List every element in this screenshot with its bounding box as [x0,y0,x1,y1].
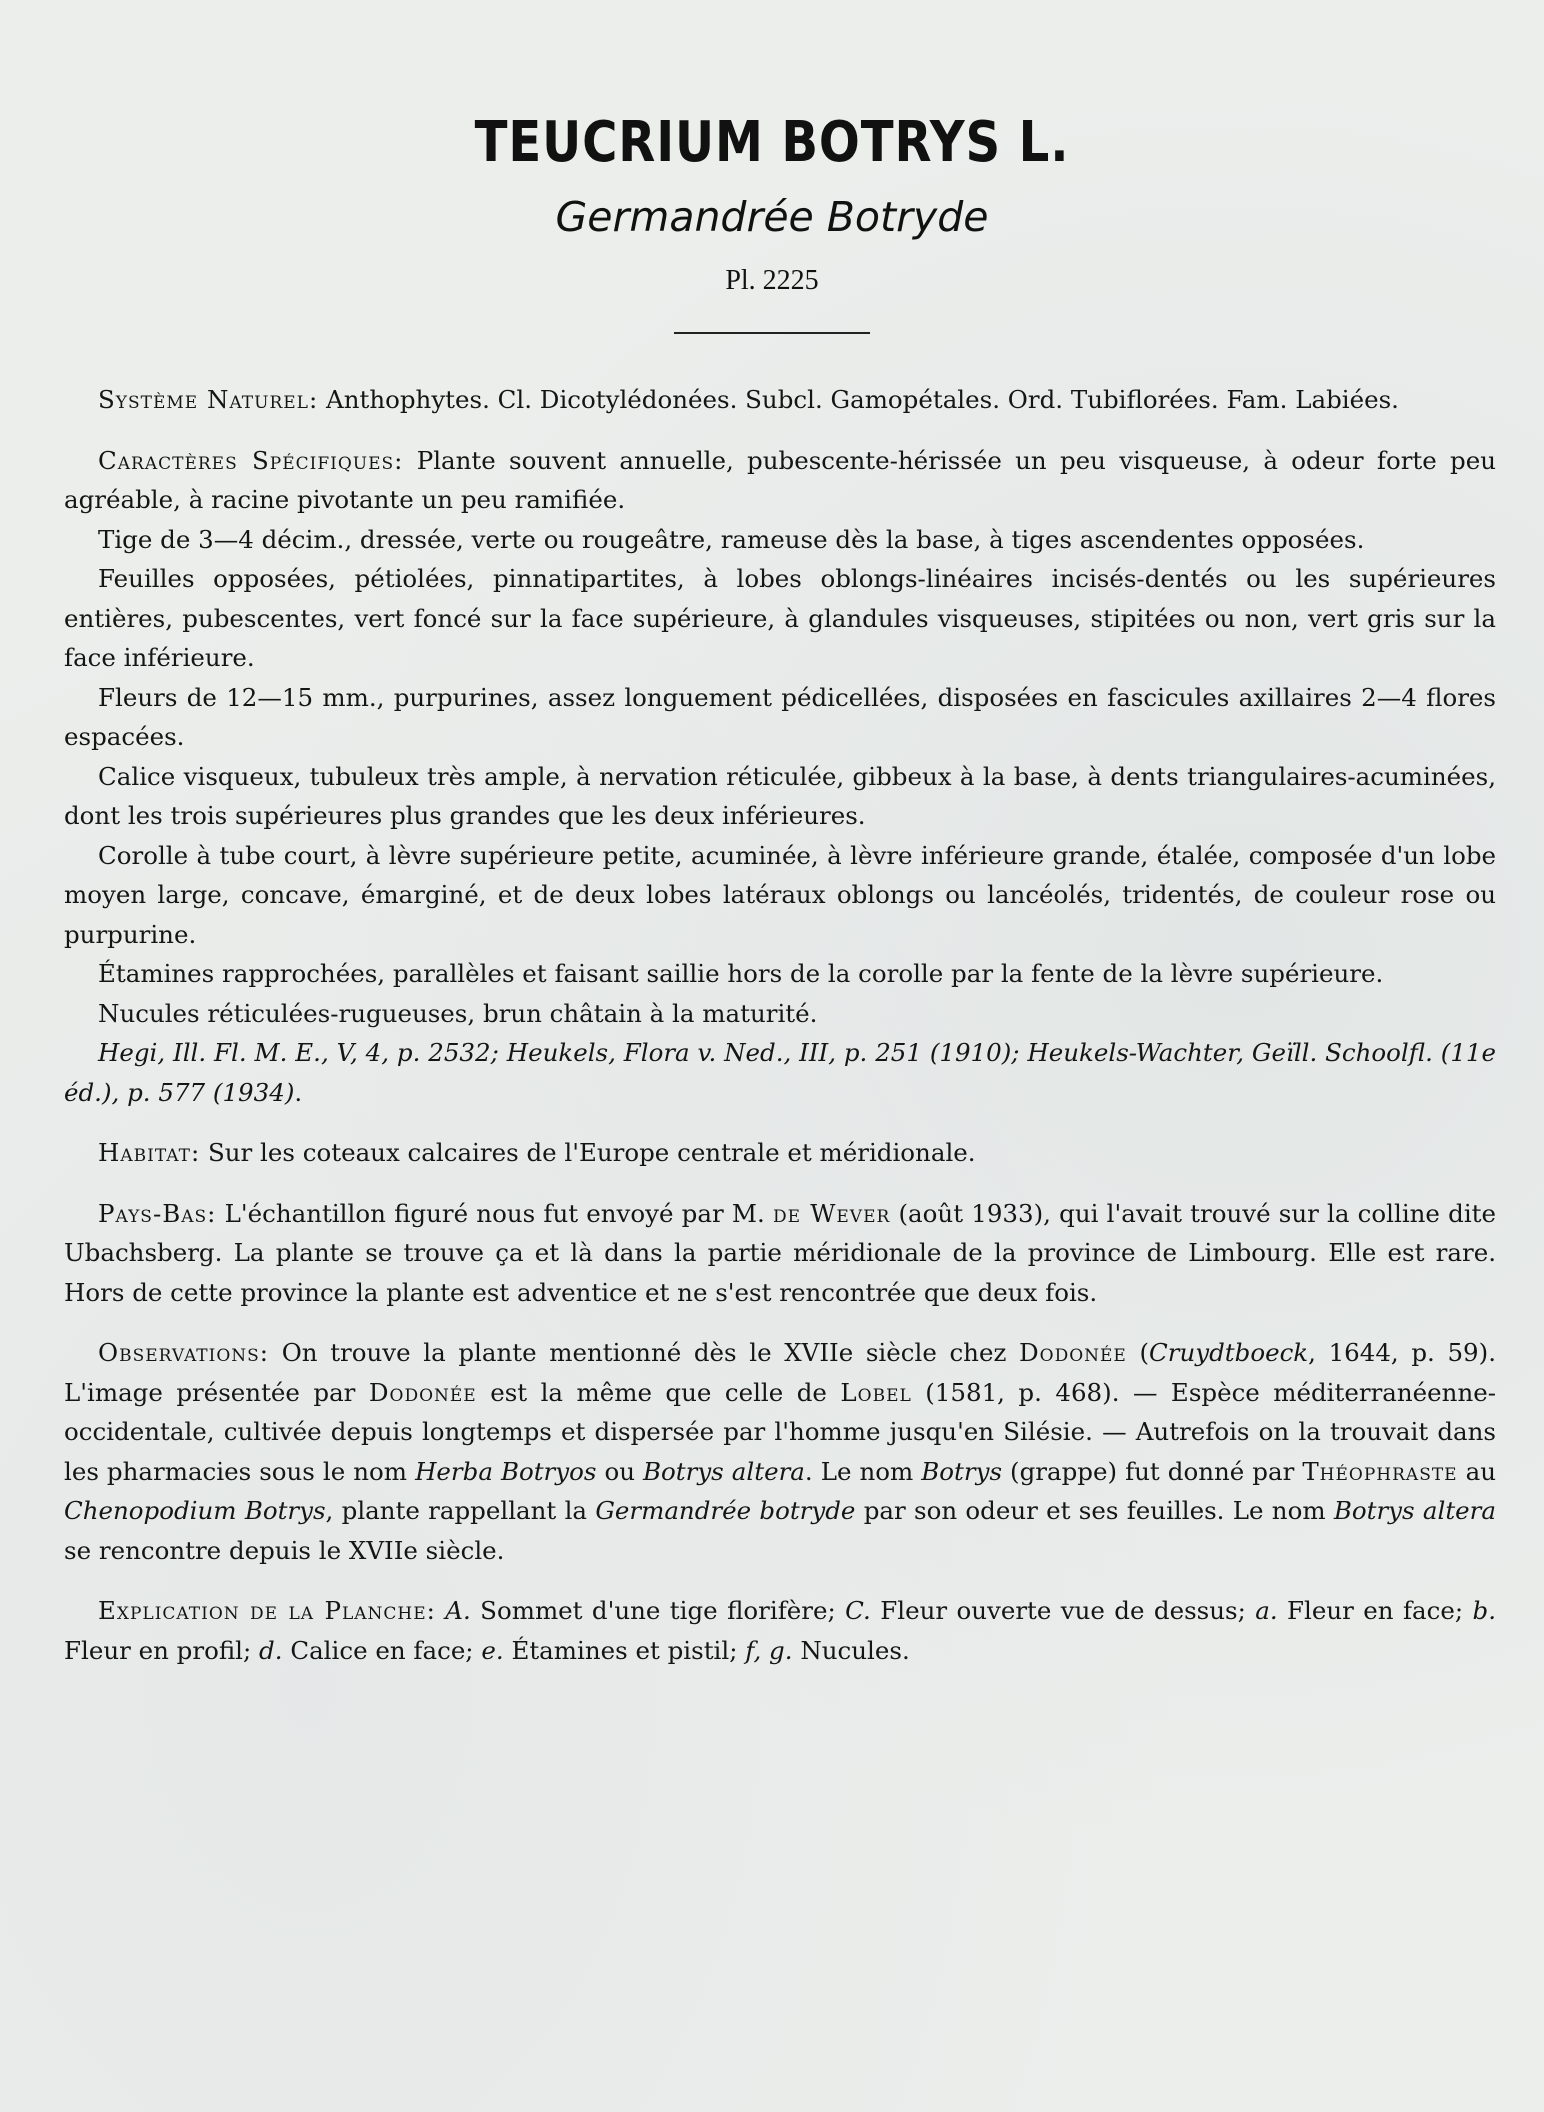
section-text: On trouve la plante mentionné dès le XVIIe siècle chez [269,1338,1019,1367]
figure-letter: f, g. [745,1635,793,1665]
paragraph-calice: Calice visqueux, tubuleux très ample, à nervation réticulée, gibbeux à la base, à dents triangulaires-acuminées, dont les trois supérieures plus grandes que les deux inférieures. [64,761,1496,830]
paragraph-nucules: Nucules réticulées-rugueuses, brun châtain à la maturité. [98,998,818,1028]
figure-letter: b. [1472,1596,1496,1625]
section-text: par son odeur et ses feuilles. Le nom [855,1496,1334,1525]
section-explication [64,1591,1496,1670]
person-name: Lobel [840,1377,912,1407]
person-name: Théophraste [1302,1456,1458,1486]
figure-letter: d. [259,1635,283,1665]
section-text: Anthophytes. Cl. Dicotylédonées. Subcl. Gamopétales. Ord. Tubiflorées. Fam. Labiées. [318,385,1399,414]
page-title: TEUCRIUM BOTRYS L. [474,110,1070,175]
section-text: Étamines et pistil; [503,1635,746,1665]
paragraph-corolle: Corolle à tube court, à lèvre supérieure petite, acuminée, à lèvre inférieure grande, étalée, composée d'un lobe moyen large, concave, émarginé, et de deux lobes latéraux oblongs ou lancéolés, tridentés, de couleur rose ou purpurine. [64,840,1496,949]
paragraph-references [64,1033,1496,1112]
latin-name: Botrys altera [1333,1496,1497,1525]
section-label: Habitat: [98,1138,201,1167]
plate-number: Pl. 2225 [725,265,819,296]
section-text: Nucules. [792,1635,910,1665]
section-text: se rencontre depuis le XVIIe siècle. [64,1535,505,1565]
section-text: Sommet d'une tige florifère; [470,1596,846,1625]
section-label: Caractères Spécifiques: [98,445,404,475]
paragraph-feuilles: Feuilles opposées, pétiolées, pinnatipartites, à lobes oblongs-linéaires incisés-dentés ou les supérieures entières, pubescentes, vert foncé sur la face supérieure, à glandules visqueuses, stipitées ou non, vert gris sur la face inférieure. [64,564,1496,672]
section-text: Calice en face; [282,1635,482,1665]
section-text: est la même que celle de [476,1377,841,1407]
section-caracteres [64,441,1496,520]
latin-name: Botrys altera [643,1456,805,1486]
section-text: Sur les coteaux calcaires de l'Europe centrale et méridionale. [200,1138,976,1167]
section-text: Fleur en face; [1277,1596,1473,1625]
latin-name: Chenopodium Botrys [64,1496,326,1525]
section-text: au [1457,1456,1497,1486]
person-name: de Wever [772,1198,891,1228]
section-observations [64,1333,1496,1570]
section-systeme-naturel [64,380,1496,420]
section-text: Fleur en profil; [64,1635,260,1665]
section-label: Système Naturel: [98,385,319,414]
section-text: ( [1126,1338,1150,1367]
section-label: Observations: [98,1338,270,1367]
paragraph-etamines: Étamines rapprochées, parallèles et faisant saillie hors de la corolle par la fente de la lèvre supérieure. [98,959,1384,988]
person-name: Dodonée [1019,1338,1127,1367]
page-subtitle: Germandrée Botryde [555,193,989,241]
section-text: , plante rappellant la [325,1496,596,1525]
section-text: Plante souvent annuelle, pubescente-hérissée un peu visqueuse, à odeur forte peu agréable, à racine pivotante un peu ramifiée. [64,445,1496,514]
book-title: Cruydtboeck [1149,1338,1309,1367]
section-text: L'échantillon figuré nous fut envoyé par M. [216,1198,773,1228]
person-name: Dodonée [368,1377,477,1407]
section-text: ou [596,1456,644,1486]
page-header [0,108,1544,334]
figure-letter: A. [445,1596,471,1625]
section-text: (1581, p. 468). — Espèce méditerranéenne-occidentale, cultivée depuis longtemps et dispersée par l'homme jusqu'en Silésie. — Autrefois on la trouvait dans les pharmacies sous le nom [64,1377,1496,1486]
section-text: Fleur ouverte vue de dessus; [870,1596,1256,1625]
latin-name: Germandrée botryde [595,1496,856,1525]
figure-letter: C. [845,1596,871,1625]
references-text: Hegi, Ill. Fl. M. E., V, 4, p. 2532; Heukels, Flora v. Ned., III, p. 251 (1910); Heukels-Wachter, Geïll. Schoolfl. (11e éd.), p. 577 (1934) [64,1038,1496,1107]
latin-name: Herba Botryos [415,1456,597,1486]
section-text [436,1596,445,1625]
latin-name: Botrys [921,1456,1003,1486]
paragraph-tige: Tige de 3—4 décim., dressée, verte ou rougeâtre, rameuse dès la base, à tiges ascendentes opposées. [98,524,1365,554]
section-text: (grappe) fut donné par [1002,1456,1303,1486]
paragraph-fleurs: Fleurs de 12—15 mm., purpurines, assez longuement pédicellées, disposées en fascicules axillaires 2—4 flores espacées. [64,682,1496,751]
section-label: Pays-Bas: [98,1198,217,1228]
section-label: Explication de la Planche: [98,1596,436,1625]
references-end: . [294,1077,303,1107]
section-text: (août 1933), qui l'avait trouvé sur la colline dite Ubachsberg. La plante se trouve ça et là dans la partie méridionale de la province de Limbourg. Elle est rare. Hors de cette province la plante est adventice et ne s'est rencontrée que deux fois. [64,1198,1497,1307]
figure-letter: a. [1255,1596,1278,1625]
header-divider [674,332,870,334]
section-text: . Le nom [804,1456,922,1486]
document-body [64,380,1496,1670]
figure-letter: e. [481,1635,504,1665]
section-pays-bas [64,1194,1496,1313]
section-text: , 1644, p. 59). L'image présentée par [64,1338,1496,1407]
section-habitat [64,1133,1496,1173]
